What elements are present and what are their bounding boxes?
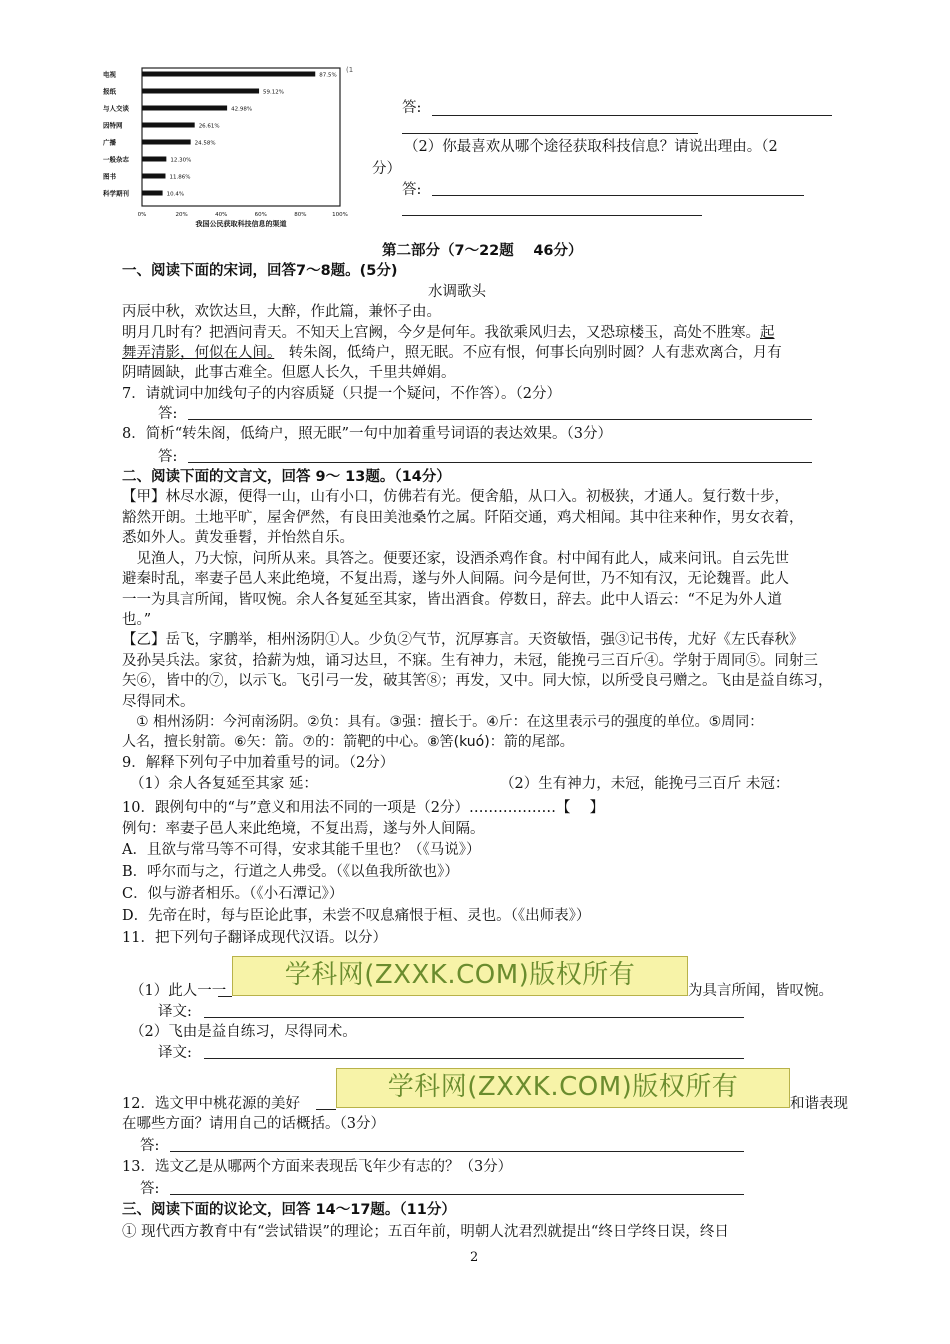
- question-13-answer-label: 答:: [140, 1181, 160, 1197]
- passage-jia-line: 避秦时乱，率妻子邑人来此绝境，不复出焉，遂与外人间隔。问今是何世，乃不知有汉，无论魏晋。此人: [122, 571, 789, 587]
- poem-preface: 丙辰中秋，欢饮达旦，大醉，作此篇，兼怀子由。: [122, 304, 441, 320]
- translation-label-2: 译文:: [158, 1045, 192, 1061]
- page-number: 2: [470, 1250, 479, 1265]
- option-b[interactable]: B．呼尔而与之，行道之人弗受。（《以鱼我所欲也》）: [122, 864, 459, 880]
- question-8-answer-label: 答:: [158, 449, 178, 465]
- annotation-line: ① 相州汤阴：今河南汤阴。②负：具有。③强：擅长于。④斤：在这里表示弓的强度的单位。⑤周同：: [122, 714, 764, 730]
- question-10-example: 例句：率妻子邑人来此绝境，不复出焉，遂与外人间隔。: [122, 821, 485, 837]
- option-a[interactable]: A．且欲与常马等不可得，安求其能千里也？（《马说》）: [122, 842, 481, 858]
- poem-line-2: 舞弄清影，何似在人间。 转朱阁，低绮户，照无眠。不应有恨，何事长向别时圆？人有悲欢离合，月有: [122, 345, 782, 361]
- bar-value-label: 12.30%: [170, 157, 192, 164]
- question-11: 11．把下列句子翻译成现代汉语。以分）: [122, 930, 387, 946]
- passage-jia-line: 一一为具言所闻，皆叹惋。余人各复延至其家，皆出酒食。停数日，辞去。此中人语云：“不足为外人道: [122, 592, 782, 608]
- annotation-line: 人名，擅长射箭。⑥矢：箭。⑦的：箭靶的中心。⑧筈(kuó)：箭的尾部。: [122, 734, 574, 750]
- question-9-part-1: （1）余人各复延至其家 延：: [130, 776, 318, 792]
- bar-value-label: 11.86%: [169, 174, 191, 181]
- bar: [142, 174, 165, 179]
- question-12-answer-line[interactable]: [170, 1151, 744, 1152]
- bar-category-label: 与人交谈: [103, 104, 129, 113]
- answer-label-2: 答:: [402, 182, 422, 198]
- bar-category-label: 电视: [103, 70, 116, 79]
- chart-corner-mark: (1: [346, 66, 354, 74]
- translation-line-1[interactable]: [204, 1017, 744, 1018]
- bar-value-label: 10.4%: [166, 191, 185, 198]
- bar-category-label: 因特网: [103, 121, 123, 130]
- bar-category-label: 广播: [103, 138, 116, 147]
- passage-jia-line: 也。”: [122, 612, 152, 628]
- section-1-heading: 一、阅读下面的宋词，回答7～8题。(5分): [122, 263, 398, 279]
- question-9-part-2: （2）生有神力，未冠，能挽弓三百斤 未冠：: [500, 776, 790, 792]
- bar-value-label: 42.98%: [231, 106, 253, 113]
- question-13-answer-line[interactable]: [170, 1194, 744, 1195]
- question-12-answer-label: 答:: [140, 1138, 160, 1154]
- question-7-answer-label: 答:: [158, 406, 178, 422]
- translation-label-1: 译文:: [158, 1004, 192, 1020]
- question-10: 10．跟例句中的“与”意义和用法不同的一项是（2分）………………【 】: [122, 800, 605, 816]
- passage-yi-line: 及孙吴兵法。家贫，拾薪为烛，诵习达旦，不寐。生有神力，未冠，能挽弓三百斤④。学射于周同⑤。同射三: [122, 653, 818, 669]
- passage-jia-line: 【甲】林尽水源，便得一山，山有小口，仿佛若有光。便舍船，从口入。初极狭，才通人。复行数十步，: [122, 489, 789, 505]
- underlined-sentence: 舞弄清影，何似在人间。: [122, 345, 275, 361]
- passage-jia-line: 见渔人，乃大惊，问所从来。具答之。便要还家，设酒杀鸡作食。村中闻有此人，咸来问讯。自云先世: [122, 551, 789, 567]
- question-2-line-2: 分）: [372, 161, 401, 177]
- question-7-answer-line[interactable]: [188, 419, 812, 420]
- x-tick-label: 20%: [175, 212, 188, 218]
- bar-value-label: 87.5%: [319, 72, 337, 79]
- blank-line: [316, 1109, 336, 1110]
- bar-category-label: 科学期刊: [103, 189, 129, 198]
- bar-value-label: 59.12%: [263, 89, 285, 96]
- option-c[interactable]: C．似与游者相乐。（《小石潭记》）: [122, 886, 344, 902]
- section-3-heading: 三、阅读下面的议论文，回答 14～17题。（11分）: [122, 1202, 456, 1218]
- bar: [142, 89, 259, 94]
- answer-line-2a[interactable]: [432, 195, 804, 196]
- bar-category-label: 报纸: [103, 87, 116, 96]
- bar-category-label: 一般杂志: [103, 155, 129, 164]
- answer-line-1a[interactable]: [432, 115, 832, 116]
- answer-label-1: 答:: [402, 100, 422, 116]
- passage-yi-line: 【乙】岳飞，字鹏举，相州汤阴①人。少负②气节，沉厚寡言。天资敏悟，强③记书传，尤好《左氏春秋》: [122, 632, 804, 648]
- chart-xlabel: 我国公民获取科技信息的渠道: [195, 220, 287, 228]
- passage-jia-line: 豁然开朗。土地平旷，屋舍俨然，有良田美池桑竹之属。阡陌交通，鸡犬相闻。其中往来种作，男女衣着，: [122, 510, 804, 526]
- question-8-answer-line[interactable]: [188, 462, 812, 463]
- x-tick-label: 100%: [332, 212, 348, 218]
- poem-line-3: 阴晴圆缺，此事古难全。但愿人长久，千里共婵娟。: [122, 365, 456, 381]
- part-two-heading: 第二部分（7～22题 46分）: [382, 243, 583, 259]
- bar-value-label: 24.58%: [194, 140, 216, 147]
- bar: [142, 157, 166, 162]
- watermark-banner: 学科网(ZXXK.COM)版权所有: [232, 956, 688, 996]
- option-d[interactable]: D．先帝在时，每与臣论此事，未尝不叹息痛恨于桓、灵也。（《出师表》）: [122, 908, 591, 924]
- passage-jia-line: 悉如外人。黄发垂髫，并怡然自乐。: [122, 530, 354, 546]
- bar: [142, 106, 227, 111]
- x-tick-label: 60%: [254, 212, 267, 218]
- question-7: 7．请就词中加线句子的内容质疑（只提一个疑问，不作答）。（2分）: [122, 386, 561, 402]
- passage-yi-line: 尽得同术。: [122, 694, 195, 710]
- answer-line-1b[interactable]: [402, 133, 698, 134]
- translation-line-2[interactable]: [204, 1058, 744, 1059]
- question-8: 8．简析“转朱阁，低绮户，照无眠”一句中加着重号词语的表达效果。（3分）: [122, 426, 613, 442]
- x-tick-label: 80%: [294, 212, 307, 218]
- question-11-part-1-suffix: 为具言所闻，皆叹惋。: [688, 983, 833, 999]
- bar: [142, 123, 195, 128]
- question-9: 9．解释下列句子中加着重号的词。（2分）: [122, 755, 395, 771]
- poem-line-1: 明月几时有？把酒问青天。不知天上宫阙，今夕是何年。我欲乘风归去，又恐琼楼玉，高处不胜寒。起: [122, 325, 775, 341]
- channel-bar-chart: [100, 60, 370, 235]
- passage-yi-line: 矢⑥，皆中的⑦，以示飞。飞引弓一发，破其筈⑧；再发，又中。同大惊，以所受良弓赠之。飞由是益自练习，: [122, 673, 833, 689]
- section-2-heading: 二、阅读下面的文言文，回答 9～ 13题。（14分）: [122, 469, 451, 485]
- answer-line-2b[interactable]: [402, 215, 702, 216]
- question-2-line-1: （2）你最喜欢从哪个途径获取科技信息？请说出理由。（2: [404, 139, 778, 155]
- question-12-suffix: 和谐表现: [790, 1096, 848, 1112]
- bar-value-label: 26.61%: [198, 123, 220, 130]
- question-12-line-2: 在哪些方面？请用自己的话概括。（3分）: [122, 1116, 385, 1132]
- x-tick-label: 0%: [137, 212, 147, 218]
- essay-paragraph-1: ① 现代西方教育中有“尝试错误”的理论；五百年前，明朝人沈君烈就提出“终日学终日误，终日: [122, 1224, 729, 1240]
- bar-category-label: 图书: [103, 172, 116, 181]
- bar: [142, 191, 163, 196]
- question-13: 13．选文乙是从哪两个方面来表现岳飞年少有志的？（3分）: [122, 1159, 513, 1175]
- question-11-part-1-prefix: （1）此人一一: [130, 983, 227, 999]
- x-tick-label: 40%: [215, 212, 228, 218]
- question-12-prefix: 12．选文甲中桃花源的美好: [122, 1096, 300, 1112]
- bar: [142, 72, 315, 77]
- bar: [142, 140, 191, 145]
- watermark-banner: 学科网(ZXXK.COM)版权所有: [336, 1068, 790, 1108]
- poem-title: 水调歌头: [428, 284, 486, 300]
- blank-line: [218, 996, 232, 997]
- question-11-part-2: （2）飞由是益自练习，尽得同术。: [130, 1024, 357, 1040]
